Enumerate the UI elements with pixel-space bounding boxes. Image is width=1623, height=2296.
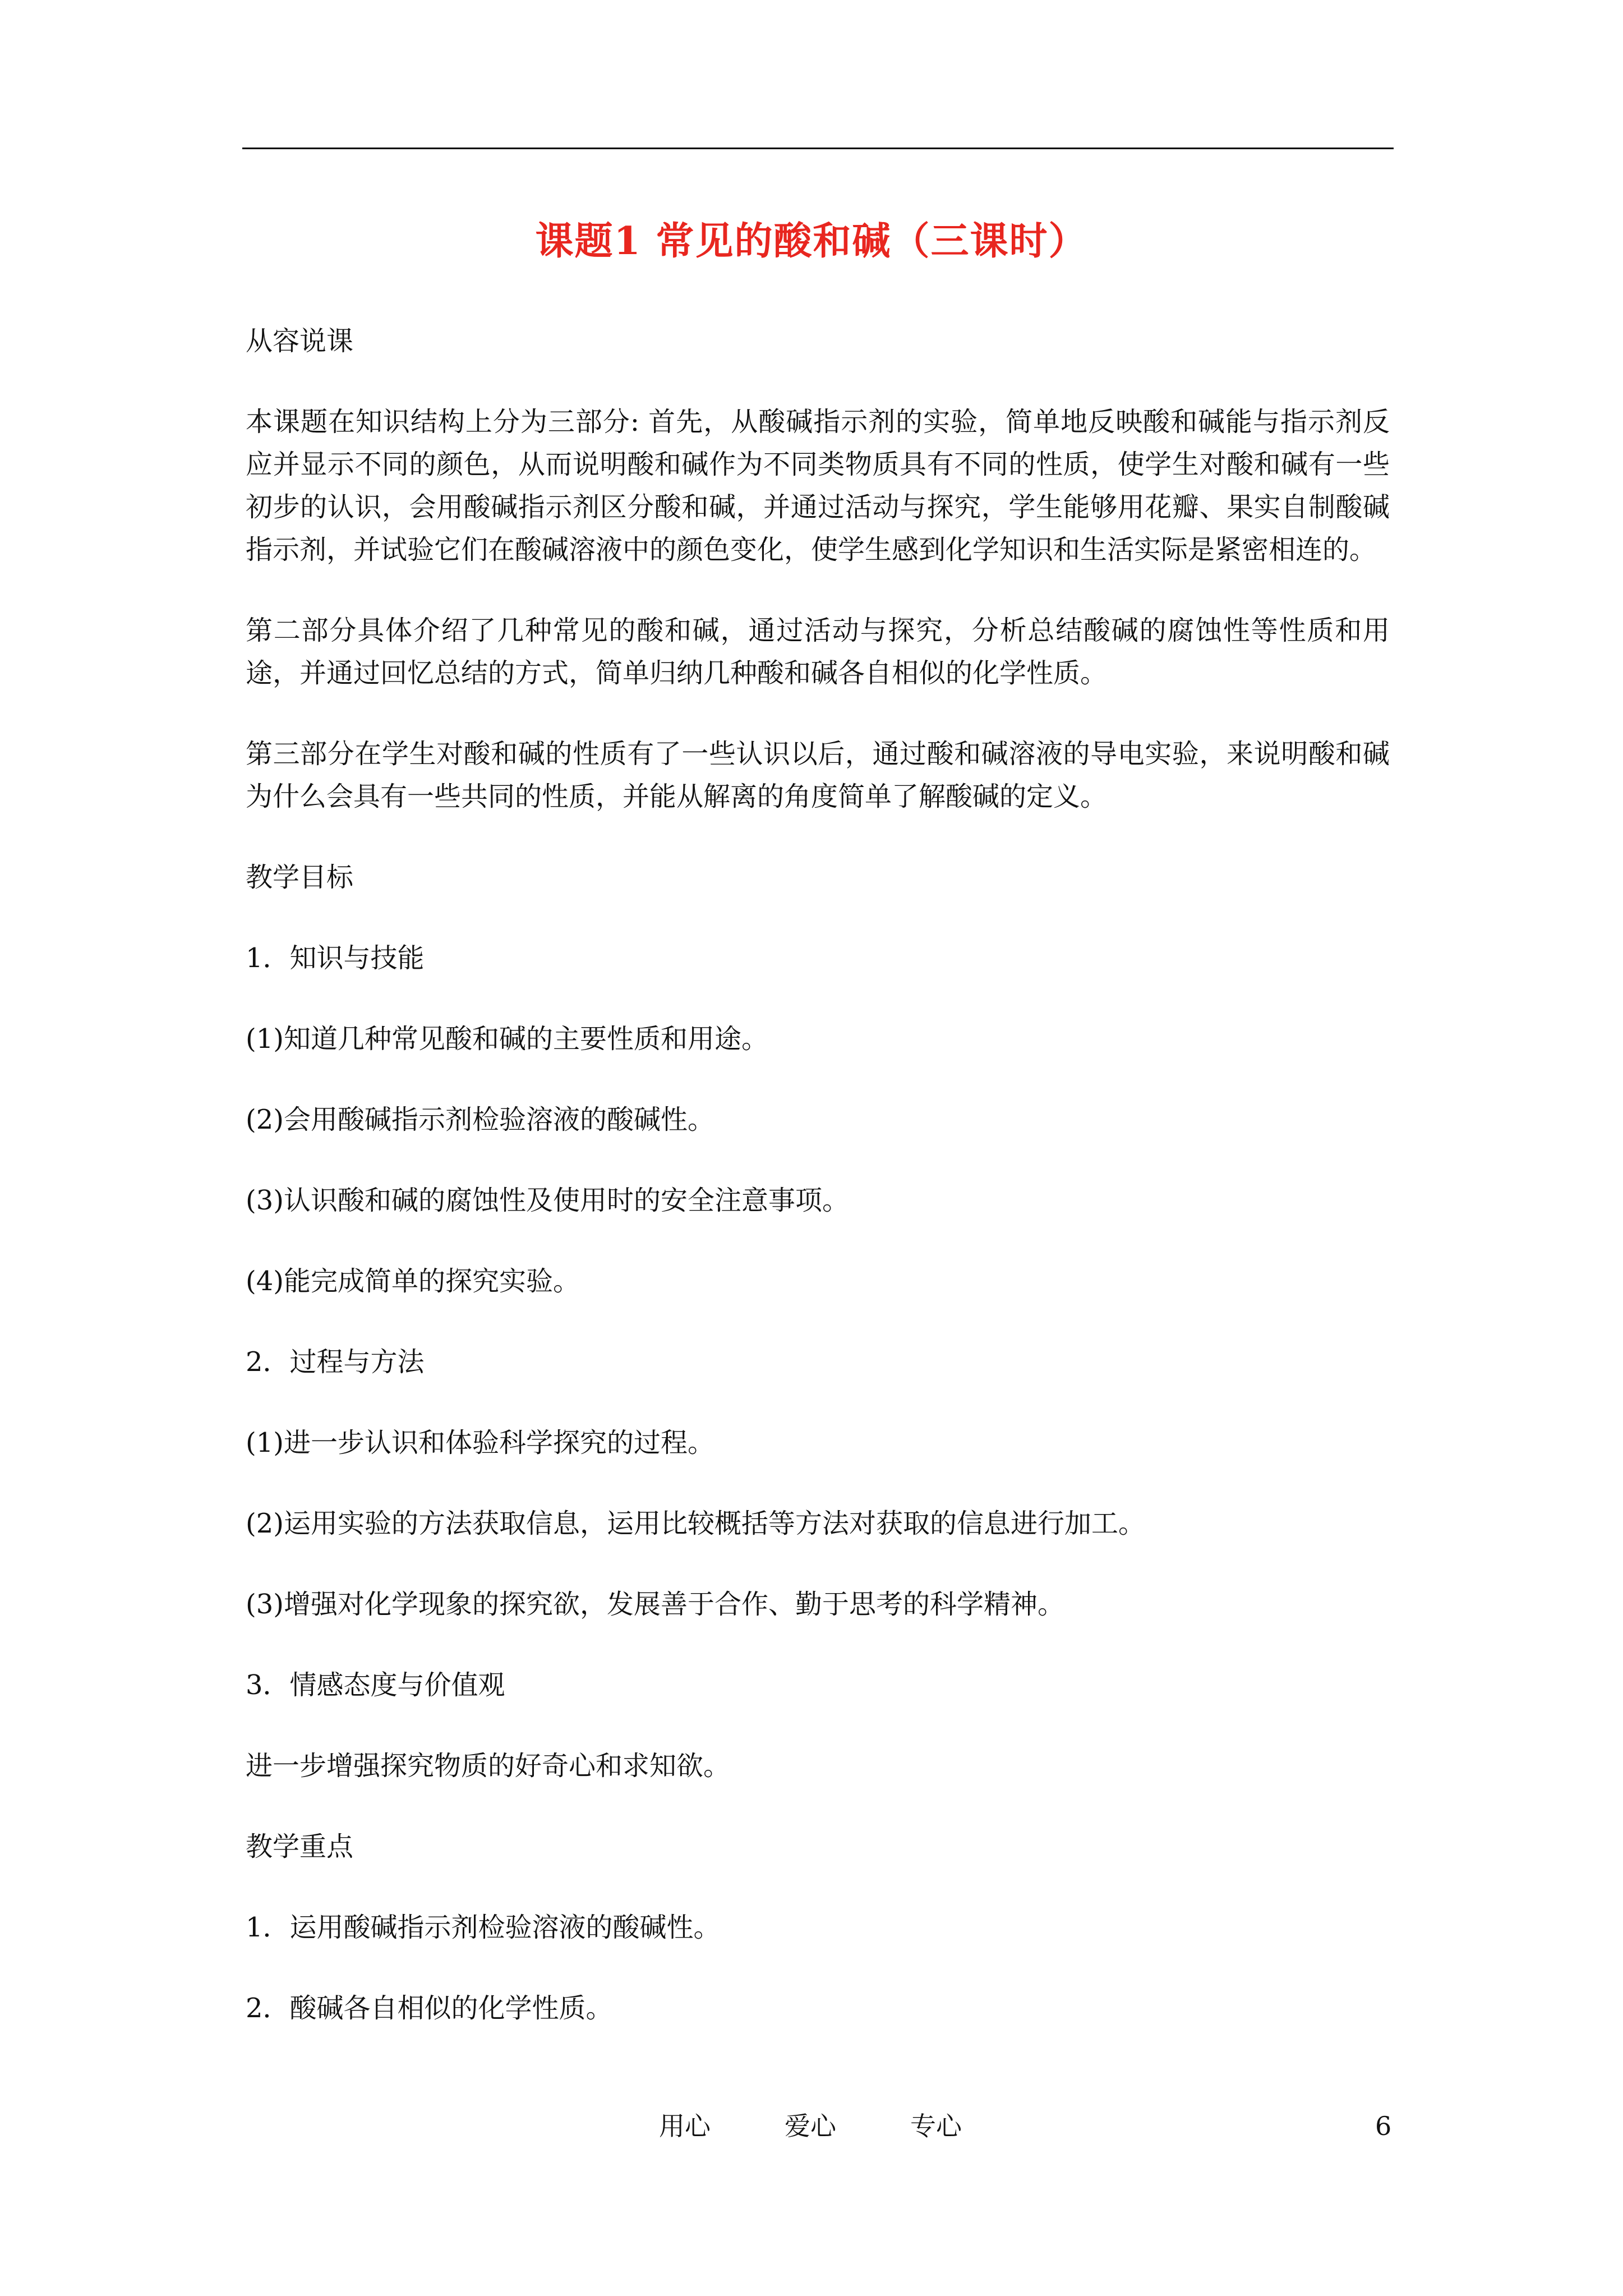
footer-motto-word: 用心 (659, 2111, 711, 2141)
footer-motto (659, 2104, 962, 2148)
list-item: (1)知道几种常见酸和碱的主要性质和用途。 (246, 1023, 768, 1055)
header-rule (242, 148, 1394, 149)
footer-motto-word: 爱心 (785, 2111, 836, 2141)
section-heading-goals: 教学目标 (246, 862, 354, 893)
document-body (246, 320, 1390, 2068)
list-item: (2)运用实验的方法获取信息，运用比较概括等方法对获取的信息进行加工。 (246, 1508, 1145, 1539)
list-item: 进一步增强探究物质的好奇心和求知欲。 (246, 1750, 731, 1782)
page-footer (0, 2104, 1623, 2148)
list-item: 2．酸碱各自相似的化学性质。 (246, 1993, 613, 2024)
goal-heading-process: 2．过程与方法 (246, 1346, 425, 1378)
page-number: 6 (1375, 2111, 1392, 2141)
paragraph-part-three: 第三部分在学生对酸和碱的性质有了一些认识以后，通过酸和碱溶液的导电实验，来说明酸和碱为什么会具有一些共同的性质，并能从解离的角度简单了解酸碱的定义。 (246, 738, 1390, 812)
list-item: (1)进一步认识和体验科学探究的过程。 (246, 1427, 714, 1458)
section-heading-congrong: 从容说课 (246, 325, 354, 357)
document-title: 课题1 常见的酸和碱（三课时） (535, 219, 1088, 264)
footer-motto-word: 专心 (910, 2111, 962, 2141)
section-heading-key-points: 教学重点 (246, 1831, 354, 1862)
paragraph-part-two: 第二部分具体介绍了几种常见的酸和碱，通过活动与探究，分析总结酸碱的腐蚀性等性质和用途，并通过回忆总结的方式，简单归纳几种酸和碱各自相似的化学性质。 (246, 615, 1390, 689)
list-item: 1．运用酸碱指示剂检验溶液的酸碱性。 (246, 1912, 721, 1943)
paragraph-part-one: 本课题在知识结构上分为三部分: 首先，从酸碱指示剂的实验，简单地反映酸和碱能与指示剂反应并显示不同的颜色，从而说明酸和碱作为不同类物质具有不同的性质，使学生对酸和碱有一些初步的认识，会用酸碱指示剂区分酸和碱，并通过活动与探究，学生能够用花瓣、果实自制酸碱指示剂，并试验它们在酸碱溶液中的颜色变化，使学生感到化学知识和生活实际是紧密相连的。 (246, 406, 1390, 565)
list-item: (4)能完成简单的探究实验。 (246, 1266, 580, 1297)
list-item: (2)会用酸碱指示剂检验溶液的酸碱性。 (246, 1104, 714, 1135)
goal-heading-attitude: 3．情感态度与价值观 (246, 1669, 505, 1701)
goal-heading-knowledge: 1．知识与技能 (246, 942, 425, 974)
list-item: (3)认识酸和碱的腐蚀性及使用时的安全注意事项。 (246, 1185, 849, 1216)
list-item: (3)增强对化学现象的探究欲，发展善于合作、勤于思考的科学精神。 (246, 1589, 1064, 1620)
